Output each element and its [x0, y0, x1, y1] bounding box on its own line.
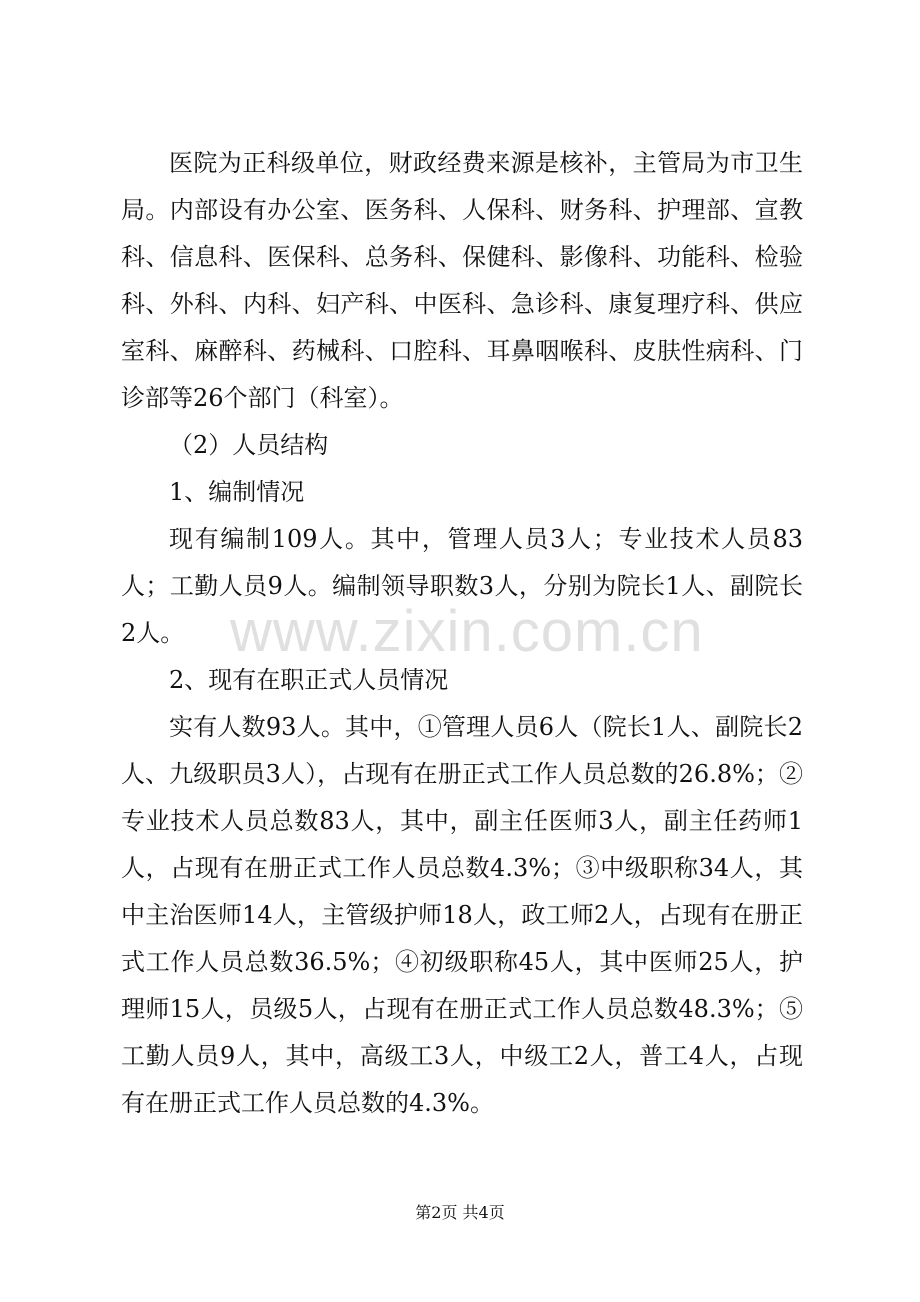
heading-staff-structure: （2）人员结构 [169, 431, 329, 459]
paragraph-hospital-overview: 医院为正科级单位，财政经费来源是核补，主管局为市卫生局。内部设有办公室、医务科、人保科、财务科、护理部、宣教科、信息科、医保科、总务科、保健科、影像科、功能科、检验科、外科、内科、妇产科、中医科、急诊科、康复理疗科、供应室科、麻醉科、药械科、口腔科、耳鼻咽喉科、皮肤性病科、门诊部等26个部门（科室）。 [121, 149, 803, 412]
paragraph-quota: 现有编制109人。其中，管理人员3人；专业技术人员83人；工勤人员9人。编制领导职数3人，分别为院长1人、副院长2人。 [121, 525, 803, 647]
heading-current-staff: 2、现有在职正式人员情况 [169, 666, 449, 694]
paragraph-current-staff: 实有人数93人。其中，①管理人员6人（院长1人、副院长2人、九级职员3人），占现有在册正式工作人员总数的26.8%；②专业技术人员总数83人，其中，副主任医师3人，副主任药师1人，占现有在册正式工作人员总数4.3%；③中级职称34人，其中主治医师14人，主管级护师18人，政工师2人，占现有在册正式工作人员总数36.5%；④初级职称45人，其中医师25人，护理师15人，员级5人，占现有在册正式工作人员总数48.3%；⑤工勤人员9人，其中，高级工3人，中级工2人，普工4人，占现有在册正式工作人员总数的4.3%。 [121, 713, 803, 1117]
watermark: www.zixin.com.cn [230, 599, 704, 664]
heading-quota: 1、编制情况 [169, 478, 305, 506]
page-footer: 第2页 共4页 [415, 1203, 505, 1222]
